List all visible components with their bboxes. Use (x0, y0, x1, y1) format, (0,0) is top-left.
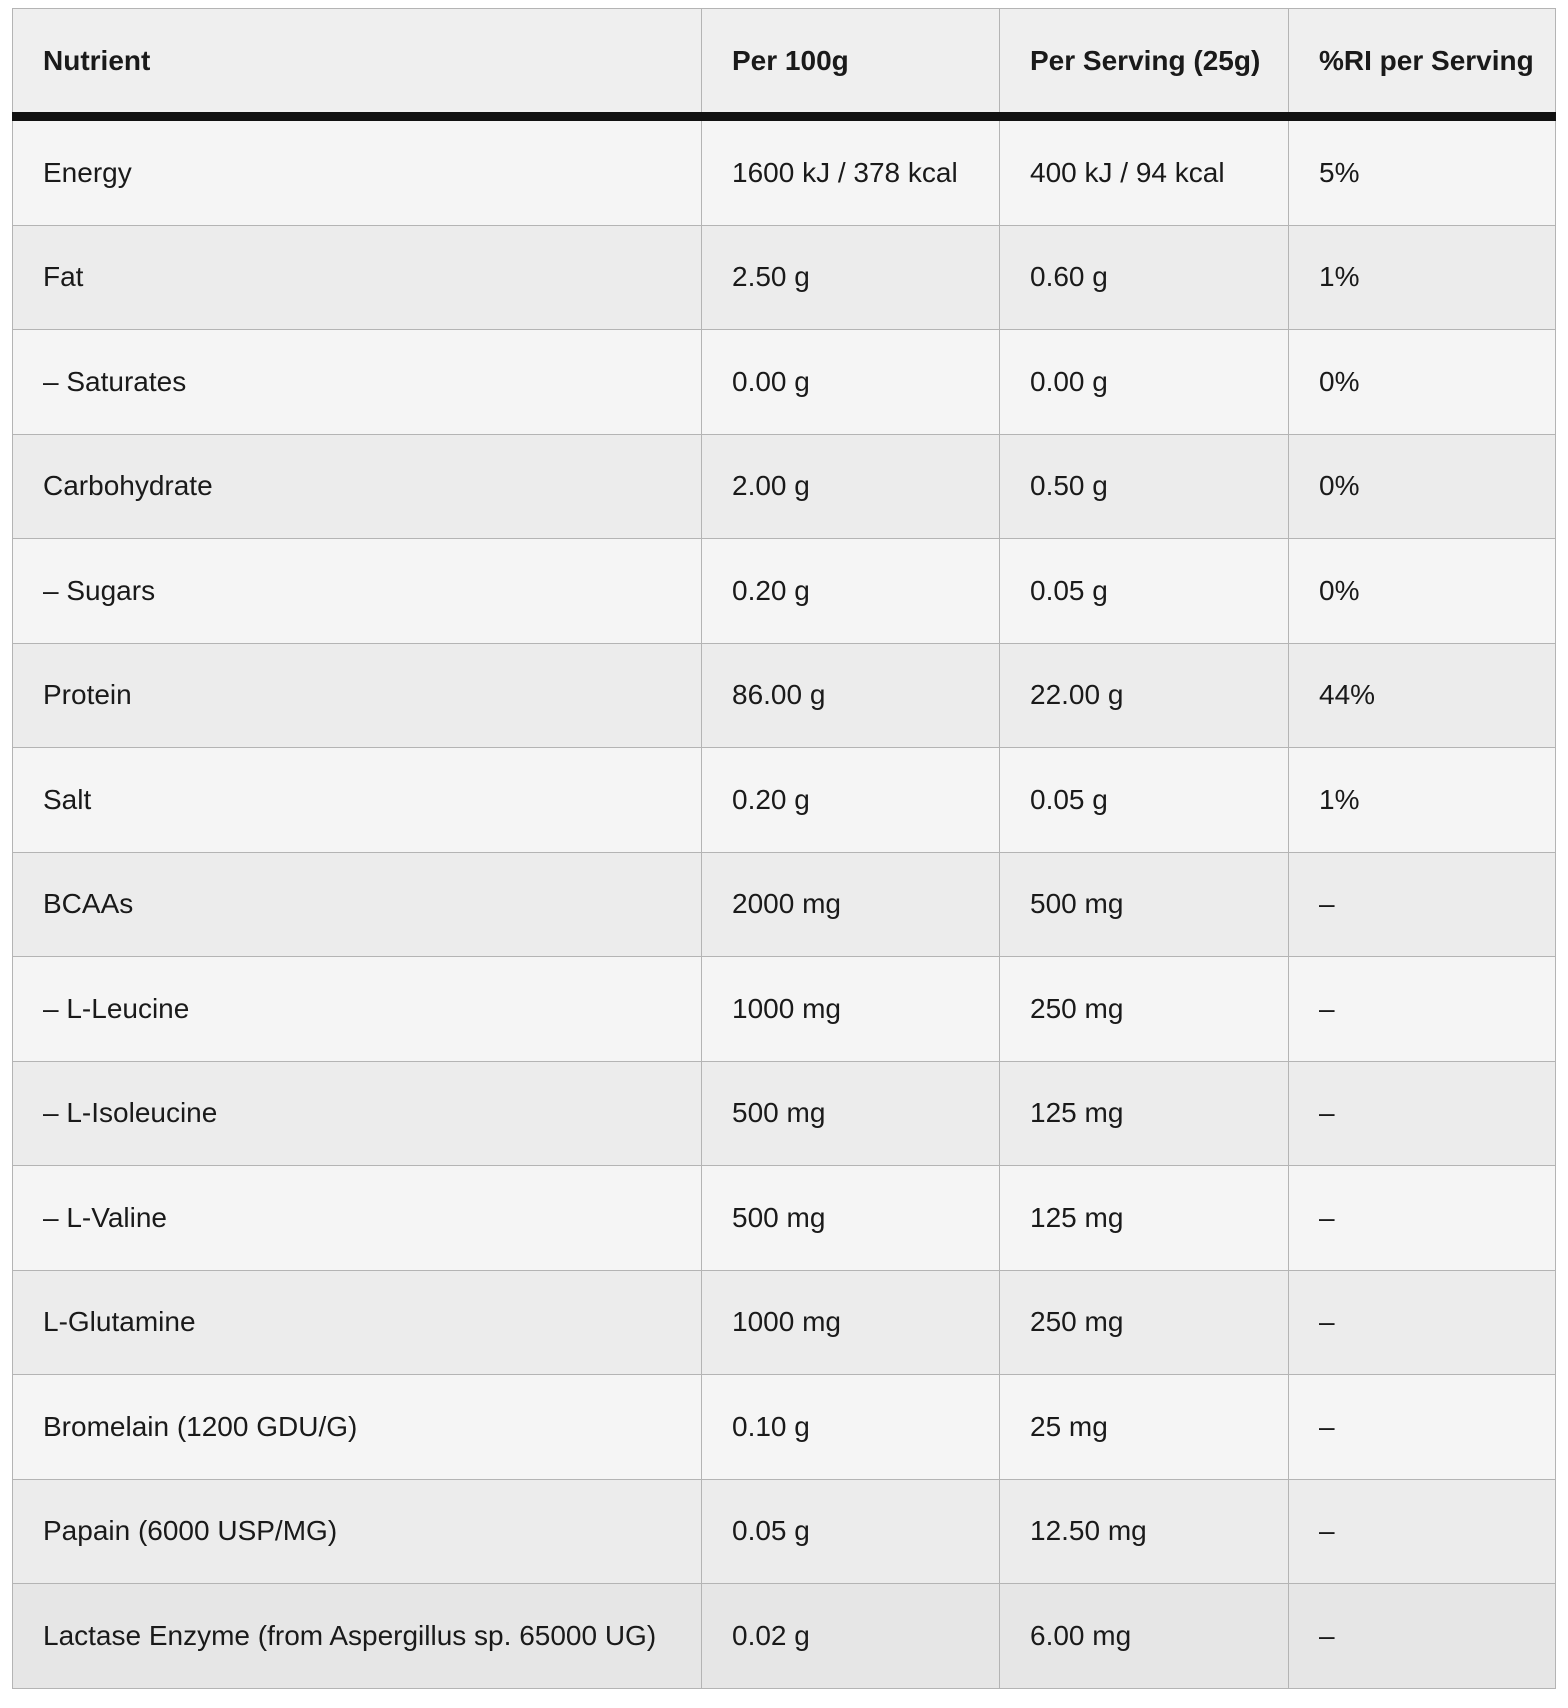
column-header-nutrient: Nutrient (13, 9, 702, 117)
cell-per-100g: 0.10 g (702, 1375, 1000, 1480)
cell-ri-per-serving: 44% (1289, 643, 1556, 748)
cell-nutrient: Salt (13, 748, 702, 853)
header-row (13, 9, 1556, 117)
cell-per-serving: 22.00 g (1000, 643, 1289, 748)
cell-ri-per-serving: 0% (1289, 539, 1556, 644)
cell-per-serving: 400 kJ / 94 kcal (1000, 117, 1289, 226)
cell-nutrient: Protein (13, 643, 702, 748)
cell-per-serving: 25 mg (1000, 1375, 1289, 1480)
cell-nutrient: – Saturates (13, 330, 702, 435)
cell-ri-per-serving: 5% (1289, 117, 1556, 226)
table-row (13, 957, 1556, 1062)
cell-nutrient: Energy (13, 117, 702, 226)
cell-per-100g: 2.50 g (702, 225, 1000, 330)
cell-ri-per-serving: 0% (1289, 330, 1556, 435)
cell-per-100g: 0.20 g (702, 539, 1000, 644)
cell-per-serving: 0.00 g (1000, 330, 1289, 435)
cell-nutrient: Bromelain (1200 GDU/G) (13, 1375, 702, 1480)
cell-per-serving: 12.50 mg (1000, 1479, 1289, 1584)
cell-per-serving: 0.50 g (1000, 434, 1289, 539)
table-row (13, 1270, 1556, 1375)
cell-nutrient: – L-Leucine (13, 957, 702, 1062)
nutrition-table (12, 8, 1556, 1689)
cell-ri-per-serving: – (1289, 1479, 1556, 1584)
cell-per-100g: 2.00 g (702, 434, 1000, 539)
table-row (13, 330, 1556, 435)
nutrition-table-container (12, 8, 1555, 1689)
cell-nutrient: – L-Isoleucine (13, 1061, 702, 1166)
table-row (13, 1375, 1556, 1480)
cell-nutrient: – Sugars (13, 539, 702, 644)
cell-ri-per-serving: – (1289, 957, 1556, 1062)
cell-ri-per-serving: 0% (1289, 434, 1556, 539)
cell-per-100g: 86.00 g (702, 643, 1000, 748)
cell-per-serving: 0.05 g (1000, 539, 1289, 644)
cell-per-serving: 250 mg (1000, 1270, 1289, 1375)
cell-per-100g: 0.20 g (702, 748, 1000, 853)
table-row (13, 1479, 1556, 1584)
table-row (13, 748, 1556, 853)
table-row (13, 434, 1556, 539)
cell-per-serving: 500 mg (1000, 852, 1289, 957)
cell-per-serving: 6.00 mg (1000, 1584, 1289, 1689)
table-header (13, 9, 1556, 117)
cell-ri-per-serving: – (1289, 1375, 1556, 1480)
cell-per-serving: 0.05 g (1000, 748, 1289, 853)
cell-ri-per-serving: – (1289, 1166, 1556, 1271)
cell-nutrient: Papain (6000 USP/MG) (13, 1479, 702, 1584)
table-row (13, 852, 1556, 957)
cell-ri-per-serving: – (1289, 1270, 1556, 1375)
table-row (13, 643, 1556, 748)
cell-ri-per-serving: – (1289, 1061, 1556, 1166)
cell-per-100g: 0.05 g (702, 1479, 1000, 1584)
table-row (13, 539, 1556, 644)
cell-per-100g: 0.02 g (702, 1584, 1000, 1689)
cell-per-100g: 500 mg (702, 1061, 1000, 1166)
cell-per-100g: 500 mg (702, 1166, 1000, 1271)
table-row (13, 1584, 1556, 1689)
cell-per-100g: 0.00 g (702, 330, 1000, 435)
table-body (13, 117, 1556, 1689)
cell-per-100g: 1000 mg (702, 957, 1000, 1062)
column-header-ri-per-serving: %RI per Serving (1289, 9, 1556, 117)
table-row (13, 1061, 1556, 1166)
cell-nutrient: Carbohydrate (13, 434, 702, 539)
cell-per-serving: 250 mg (1000, 957, 1289, 1062)
table-row (13, 117, 1556, 226)
cell-per-serving: 0.60 g (1000, 225, 1289, 330)
cell-ri-per-serving: – (1289, 1584, 1556, 1689)
cell-nutrient: BCAAs (13, 852, 702, 957)
cell-nutrient: Lactase Enzyme (from Aspergillus sp. 65000 UG) (13, 1584, 702, 1689)
cell-per-serving: 125 mg (1000, 1166, 1289, 1271)
cell-per-100g: 1000 mg (702, 1270, 1000, 1375)
cell-per-100g: 2000 mg (702, 852, 1000, 957)
column-header-per-100g: Per 100g (702, 9, 1000, 117)
table-row (13, 225, 1556, 330)
cell-nutrient: Fat (13, 225, 702, 330)
cell-ri-per-serving: 1% (1289, 225, 1556, 330)
table-row (13, 1166, 1556, 1271)
column-header-per-serving: Per Serving (25g) (1000, 9, 1289, 117)
cell-nutrient: – L-Valine (13, 1166, 702, 1271)
cell-ri-per-serving: – (1289, 852, 1556, 957)
cell-per-100g: 1600 kJ / 378 kcal (702, 117, 1000, 226)
cell-per-serving: 125 mg (1000, 1061, 1289, 1166)
cell-ri-per-serving: 1% (1289, 748, 1556, 853)
cell-nutrient: L-Glutamine (13, 1270, 702, 1375)
